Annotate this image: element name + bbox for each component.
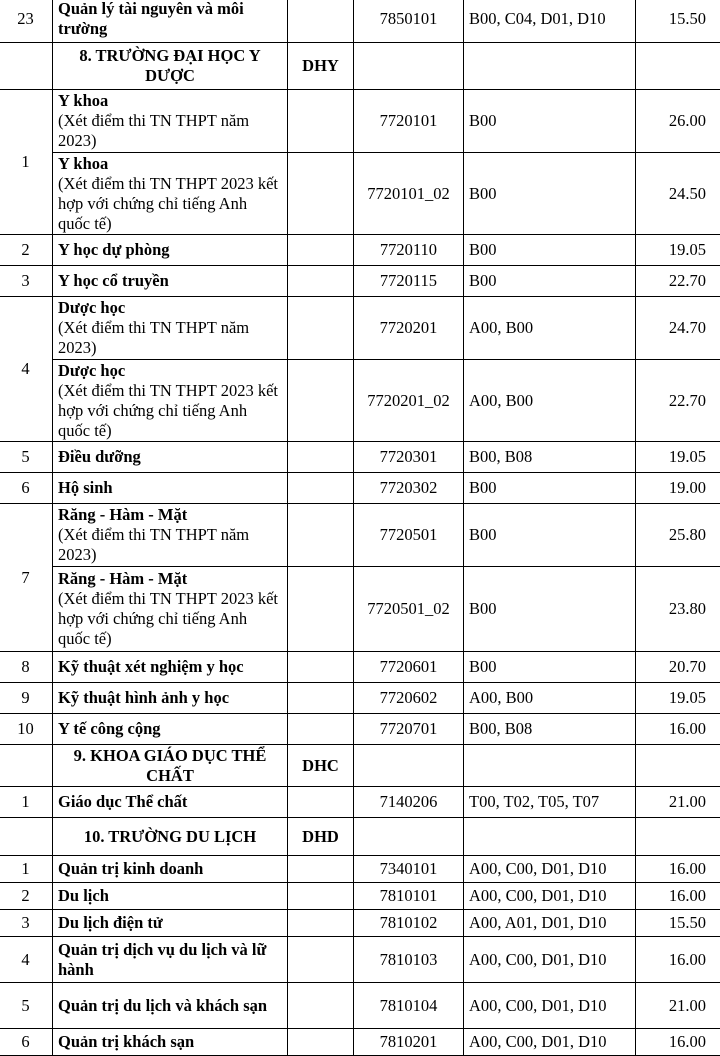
table-row xyxy=(0,856,720,883)
school-code xyxy=(288,983,354,1029)
row-number: 5 xyxy=(0,983,53,1029)
program-code: 7720101 xyxy=(354,90,464,153)
program-note: (Xét điểm thi TN THPT 2023 kết hợp với chứng chỉ tiếng Anh quốc tế) xyxy=(58,174,283,234)
cutoff-score: 21.00 xyxy=(636,983,720,1029)
subject-blocks: A00, C00, D01, D10 xyxy=(464,983,636,1029)
program-name: Du lịch xyxy=(53,883,288,910)
cutoff-score: 20.70 xyxy=(636,652,720,683)
table-row xyxy=(0,235,720,266)
program-code: 7720110 xyxy=(354,235,464,266)
row-number xyxy=(0,43,53,90)
school-code xyxy=(288,442,354,473)
school-code xyxy=(288,652,354,683)
program-title: Y khoa xyxy=(58,91,283,111)
subject-blocks: B00 xyxy=(464,504,636,567)
program-code: 7720201 xyxy=(354,297,464,360)
program-name xyxy=(53,567,288,652)
subject-blocks: A00, B00 xyxy=(464,297,636,360)
row-number: 6 xyxy=(0,1029,53,1056)
program-note: (Xét điểm thi TN THPT 2023 kết hợp với chứng chỉ tiếng Anh quốc tế) xyxy=(58,589,283,649)
school-code: DHD xyxy=(288,818,354,856)
school-code xyxy=(288,473,354,504)
subject-blocks xyxy=(464,818,636,856)
table-row xyxy=(0,90,720,153)
cutoff-score xyxy=(636,818,720,856)
program-code xyxy=(354,818,464,856)
subject-blocks: A00, C00, D01, D10 xyxy=(464,856,636,883)
school-code xyxy=(288,90,354,153)
school-code xyxy=(288,856,354,883)
school-code xyxy=(288,153,354,235)
section-title: 8. TRƯỜNG ĐẠI HỌC Y DƯỢC xyxy=(53,43,288,90)
program-code xyxy=(354,745,464,787)
row-number: 1 xyxy=(0,787,53,818)
program-note: (Xét điểm thi TN THPT năm 2023) xyxy=(58,111,283,151)
cutoff-score: 16.00 xyxy=(636,1029,720,1056)
cutoff-score xyxy=(636,43,720,90)
row-number: 9 xyxy=(0,683,53,714)
school-code xyxy=(288,683,354,714)
subject-blocks xyxy=(464,43,636,90)
school-code xyxy=(288,1029,354,1056)
table-row xyxy=(0,714,720,745)
cutoff-score: 16.00 xyxy=(636,937,720,983)
subject-blocks: B00, C04, D01, D10 xyxy=(464,0,636,43)
table-row xyxy=(0,567,720,652)
row-number: 23 xyxy=(0,0,53,43)
row-number: 8 xyxy=(0,652,53,683)
program-code: 7810104 xyxy=(354,983,464,1029)
row-number: 2 xyxy=(0,883,53,910)
section-row-dhc xyxy=(0,745,720,787)
program-name: Y học cổ truyền xyxy=(53,266,288,297)
row-number: 10 xyxy=(0,714,53,745)
subject-blocks: B00 xyxy=(464,235,636,266)
cutoff-score xyxy=(636,745,720,787)
program-code: 7340101 xyxy=(354,856,464,883)
cutoff-score: 22.70 xyxy=(636,266,720,297)
table-row xyxy=(0,883,720,910)
program-name xyxy=(53,504,288,567)
table-row xyxy=(0,153,720,235)
school-code xyxy=(288,235,354,266)
program-name: Kỹ thuật hình ảnh y học xyxy=(53,683,288,714)
row-number: 3 xyxy=(0,910,53,937)
section-title: 10. TRƯỜNG DU LỊCH xyxy=(53,818,288,856)
program-code: 7810103 xyxy=(354,937,464,983)
program-code: 7720301 xyxy=(354,442,464,473)
subject-blocks: A00, A01, D01, D10 xyxy=(464,910,636,937)
program-title: Dược học xyxy=(58,361,283,381)
section-row-dhy xyxy=(0,43,720,90)
table-row xyxy=(0,910,720,937)
cutoff-score: 16.00 xyxy=(636,714,720,745)
school-code xyxy=(288,567,354,652)
program-code: 7140206 xyxy=(354,787,464,818)
cutoff-score: 19.00 xyxy=(636,473,720,504)
subject-blocks: B00 xyxy=(464,567,636,652)
row-number xyxy=(0,745,53,787)
cutoff-score: 24.50 xyxy=(636,153,720,235)
program-code: 7720302 xyxy=(354,473,464,504)
cutoff-score: 22.70 xyxy=(636,360,720,442)
table-row xyxy=(0,787,720,818)
table-row xyxy=(0,442,720,473)
table-row xyxy=(0,0,720,43)
school-code xyxy=(288,504,354,567)
program-title: Răng - Hàm - Mặt xyxy=(58,569,283,589)
program-code: 7720115 xyxy=(354,266,464,297)
section-title: 9. KHOA GIÁO DỤC THỂ CHẤT xyxy=(53,745,288,787)
program-name: Quản trị kinh doanh xyxy=(53,856,288,883)
school-code xyxy=(288,0,354,43)
program-name: Hộ sinh xyxy=(53,473,288,504)
table-row xyxy=(0,297,720,360)
school-code xyxy=(288,266,354,297)
row-number: 4 xyxy=(0,937,53,983)
subject-blocks: A00, C00, D01, D10 xyxy=(464,1029,636,1056)
program-name: Điều dưỡng xyxy=(53,442,288,473)
subject-blocks: B00 xyxy=(464,90,636,153)
program-code: 7720201_02 xyxy=(354,360,464,442)
cutoff-score: 16.00 xyxy=(636,856,720,883)
row-number: 5 xyxy=(0,442,53,473)
subject-blocks: T00, T02, T05, T07 xyxy=(464,787,636,818)
program-code: 7720101_02 xyxy=(354,153,464,235)
cutoff-score: 25.80 xyxy=(636,504,720,567)
cutoff-score: 19.05 xyxy=(636,683,720,714)
section-row-dhd xyxy=(0,818,720,856)
program-title: Dược học xyxy=(58,298,283,318)
program-note: (Xét điểm thi TN THPT 2023 kết hợp với chứng chỉ tiếng Anh quốc tế) xyxy=(58,381,283,441)
table-row xyxy=(0,652,720,683)
program-code: 7720602 xyxy=(354,683,464,714)
table-row xyxy=(0,937,720,983)
program-title: Y khoa xyxy=(58,154,283,174)
row-number xyxy=(0,818,53,856)
program-note: (Xét điểm thi TN THPT năm 2023) xyxy=(58,318,283,358)
subject-blocks: B00 xyxy=(464,652,636,683)
program-name xyxy=(53,153,288,235)
school-code xyxy=(288,910,354,937)
cutoff-score: 19.05 xyxy=(636,442,720,473)
program-name: Quản trị dịch vụ du lịch và lữ hành xyxy=(53,937,288,983)
program-name: Kỹ thuật xét nghiệm y học xyxy=(53,652,288,683)
cutoff-score: 19.05 xyxy=(636,235,720,266)
subject-blocks xyxy=(464,745,636,787)
subject-blocks: A00, C00, D01, D10 xyxy=(464,937,636,983)
row-number: 7 xyxy=(0,504,53,652)
program-code: 7810102 xyxy=(354,910,464,937)
subject-blocks: B00 xyxy=(464,153,636,235)
program-name: Du lịch điện tử xyxy=(53,910,288,937)
program-name: Y học dự phòng xyxy=(53,235,288,266)
row-number: 6 xyxy=(0,473,53,504)
program-name xyxy=(53,297,288,360)
program-code: 7720501_02 xyxy=(354,567,464,652)
program-code xyxy=(354,43,464,90)
school-code xyxy=(288,297,354,360)
table-row xyxy=(0,473,720,504)
school-code: DHY xyxy=(288,43,354,90)
program-name xyxy=(53,90,288,153)
table-row xyxy=(0,360,720,442)
program-name xyxy=(53,360,288,442)
school-code xyxy=(288,714,354,745)
program-code: 7720501 xyxy=(354,504,464,567)
table-row xyxy=(0,1029,720,1056)
cutoff-score: 15.50 xyxy=(636,0,720,43)
program-name: Quản trị khách sạn xyxy=(53,1029,288,1056)
school-code xyxy=(288,787,354,818)
school-code xyxy=(288,937,354,983)
school-code xyxy=(288,883,354,910)
program-name: Quản lý tài nguyên và môi trường xyxy=(53,0,288,43)
program-code: 7850101 xyxy=(354,0,464,43)
row-number: 1 xyxy=(0,90,53,235)
subject-blocks: A00, B00 xyxy=(464,683,636,714)
row-number: 2 xyxy=(0,235,53,266)
table-row xyxy=(0,504,720,567)
row-number: 1 xyxy=(0,856,53,883)
program-code: 7810201 xyxy=(354,1029,464,1056)
table-row xyxy=(0,983,720,1029)
cutoff-score: 21.00 xyxy=(636,787,720,818)
cutoff-score: 26.00 xyxy=(636,90,720,153)
program-code: 7810101 xyxy=(354,883,464,910)
row-number: 4 xyxy=(0,297,53,442)
cutoff-score: 24.70 xyxy=(636,297,720,360)
program-title: Răng - Hàm - Mặt xyxy=(58,505,283,525)
program-code: 7720701 xyxy=(354,714,464,745)
program-name: Giáo dục Thể chất xyxy=(53,787,288,818)
row-number: 3 xyxy=(0,266,53,297)
program-note: (Xét điểm thi TN THPT năm 2023) xyxy=(58,525,283,565)
cutoff-score: 23.80 xyxy=(636,567,720,652)
subject-blocks: B00 xyxy=(464,473,636,504)
program-name: Y tế công cộng xyxy=(53,714,288,745)
table-row xyxy=(0,683,720,714)
program-name: Quản trị du lịch và khách sạn xyxy=(53,983,288,1029)
school-code: DHC xyxy=(288,745,354,787)
school-code xyxy=(288,360,354,442)
subject-blocks: B00 xyxy=(464,266,636,297)
subject-blocks: B00, B08 xyxy=(464,442,636,473)
subject-blocks: A00, C00, D01, D10 xyxy=(464,883,636,910)
table-row xyxy=(0,266,720,297)
subject-blocks: A00, B00 xyxy=(464,360,636,442)
cutoff-score: 16.00 xyxy=(636,883,720,910)
subject-blocks: B00, B08 xyxy=(464,714,636,745)
program-code: 7720601 xyxy=(354,652,464,683)
cutoff-score: 15.50 xyxy=(636,910,720,937)
